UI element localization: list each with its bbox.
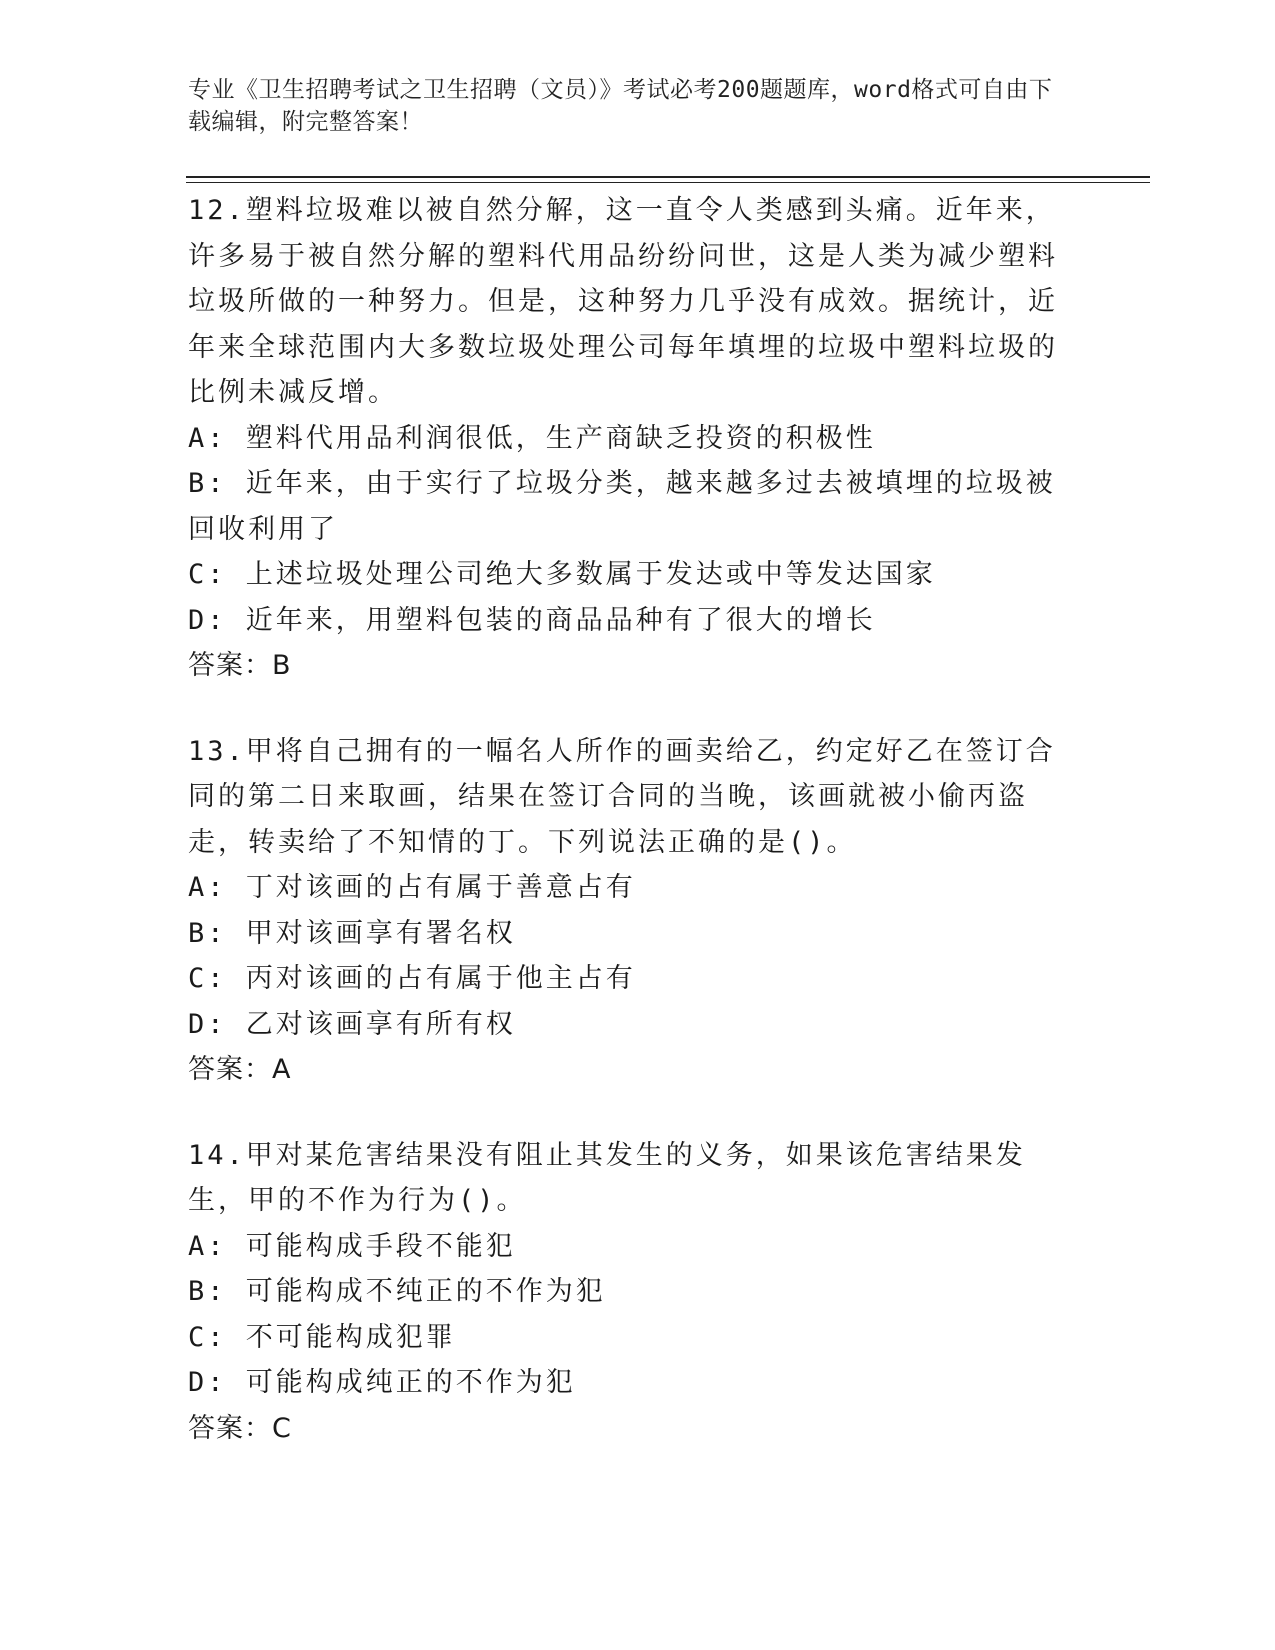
option-d: D: 乙对该画享有所有权 [188,1008,516,1040]
question-12 [188,188,1068,689]
option-d: D: 近年来，用塑料包装的商品品种有了很大的增长 [188,604,876,636]
answer-label: 答案：C [188,1412,292,1444]
option-b: B: 甲对该画享有署名权 [188,917,516,949]
header-divider-thin [186,182,1150,183]
question-stem: 13.甲将自己拥有的一幅名人所作的画卖给乙，约定好乙在签订合同的第二日来取画，结果在签订合同的当晚，该画就被小偷丙盗走，转卖给了不知情的丁。下列说法正确的是()。 [188,735,1056,858]
question-13 [188,729,1068,1093]
question-stem: 12.塑料垃圾难以被自然分解，这一直令人类感到头痛。近年来，许多易于被自然分解的塑料代用品纷纷问世，这是人类为减少塑料垃圾所做的一种努力。但是，这种努力几乎没有成效。据统计，近年来全球范围内大多数垃圾处理公司每年填埋的垃圾中塑料垃圾的比例未减反增。 [188,195,1058,408]
question-stem: 14.甲对某危害结果没有阻止其发生的义务，如果该危害结果发生，甲的不作为行为()。 [188,1139,1026,1216]
option-c: C: 不可能构成犯罪 [188,1321,456,1353]
question-list [188,188,1068,1491]
answer-label: 答案：A [188,1054,292,1085]
option-c: C: 上述垃圾处理公司绝大多数属于发达或中等发达国家 [188,559,936,590]
option-a: A: 丁对该画的占有属于善意占有 [188,872,636,903]
document-header: 专业《卫生招聘考试之卫生招聘（文员）》考试必考200题题库，word格式可自由下载编辑，附完整答案！ [188,77,1053,135]
question-14 [188,1133,1068,1452]
option-c: C: 丙对该画的占有属于他主占有 [188,963,636,994]
answer-label: 答案：B [188,650,292,681]
header-divider-thick [186,176,1150,178]
option-a: A: 塑料代用品利润很低，生产商缺乏投资的积极性 [188,422,876,454]
option-b: B: 可能构成不纯正的不作为犯 [188,1276,606,1307]
option-d: D: 可能构成纯正的不作为犯 [188,1367,576,1398]
option-b: B: 近年来，由于实行了垃圾分类，越来越多过去被填埋的垃圾被回收利用了 [188,468,1056,545]
option-a: A: 可能构成手段不能犯 [188,1230,516,1262]
